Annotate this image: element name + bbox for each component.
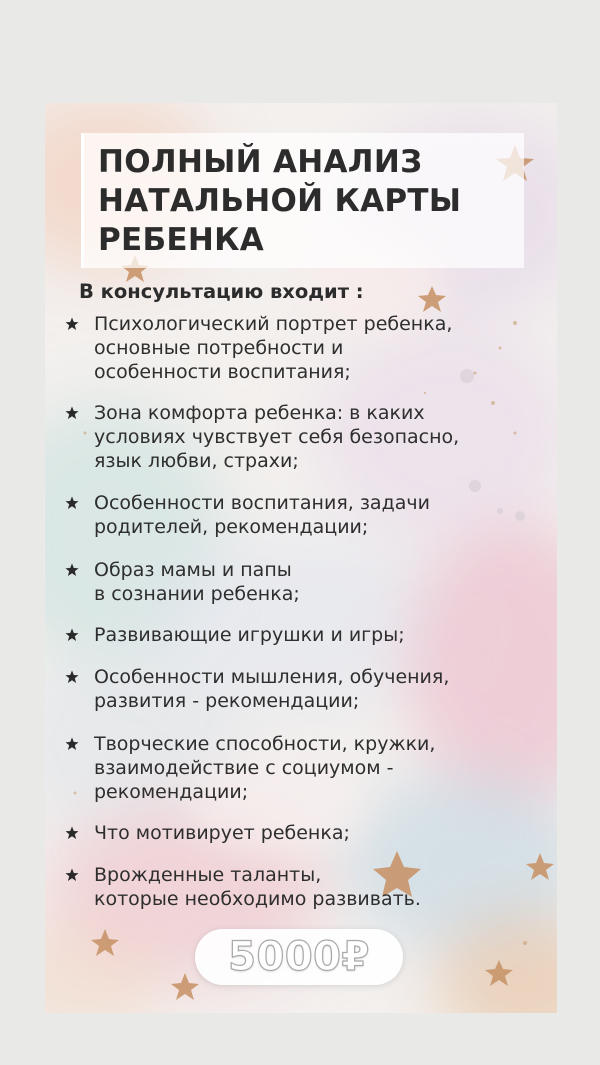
star-icon: [65, 826, 79, 840]
star-icon: [65, 317, 79, 331]
list-item-text: Что мотивирует ребенка;: [94, 822, 350, 844]
included-items-list: [45, 103, 557, 1013]
star-icon: [65, 670, 79, 684]
list-item-text: Особенности мышления, обучения, развития - рекомендации;: [94, 666, 450, 712]
price-badge: [195, 929, 403, 985]
star-icon: [65, 628, 79, 642]
star-icon: [65, 563, 79, 577]
list-item: [65, 558, 535, 606]
list-item-text: Образ мамы и папы в сознании ребенка;: [94, 559, 300, 605]
list-item: [65, 863, 535, 911]
list-item: [65, 821, 535, 845]
list-item: [65, 491, 535, 539]
list-item-text: Психологический портрет ребенка, основные потребности и особенности воспитания;: [94, 313, 453, 383]
star-icon: [65, 868, 79, 882]
list-item-text: Зона комфорта ребенка: в каких условиях чувствует себя безопасно, язык любви, страхи;: [94, 402, 460, 472]
consultation-card: [45, 103, 557, 1013]
list-item-text: Врожденные таланты, которые необходимо развивать.: [94, 864, 421, 910]
price-value: 5000₽: [228, 934, 370, 980]
subtitle: В консультацию входит :: [79, 280, 364, 303]
list-item-text: Творческие способности, кружки, взаимодействие с социумом - рекомендации;: [94, 733, 436, 803]
star-icon: [65, 406, 79, 420]
title-line: ПОЛНЫЙ АНАЛИЗ: [98, 144, 423, 180]
title-line: РЕБЕНКА: [98, 222, 265, 258]
star-icon: [65, 496, 79, 510]
list-item: [65, 401, 535, 473]
list-item: [65, 732, 535, 804]
star-icon: [65, 737, 79, 751]
title-line: НАТАЛЬНОЙ КАРТЫ: [98, 183, 462, 219]
list-item: [65, 665, 535, 713]
list-item-text: Развивающие игрушки и игры;: [94, 624, 405, 646]
list-item-text: Особенности воспитания, задачи родителей, рекомендации;: [94, 492, 430, 538]
list-item: [65, 623, 535, 647]
list-item: [65, 312, 535, 384]
